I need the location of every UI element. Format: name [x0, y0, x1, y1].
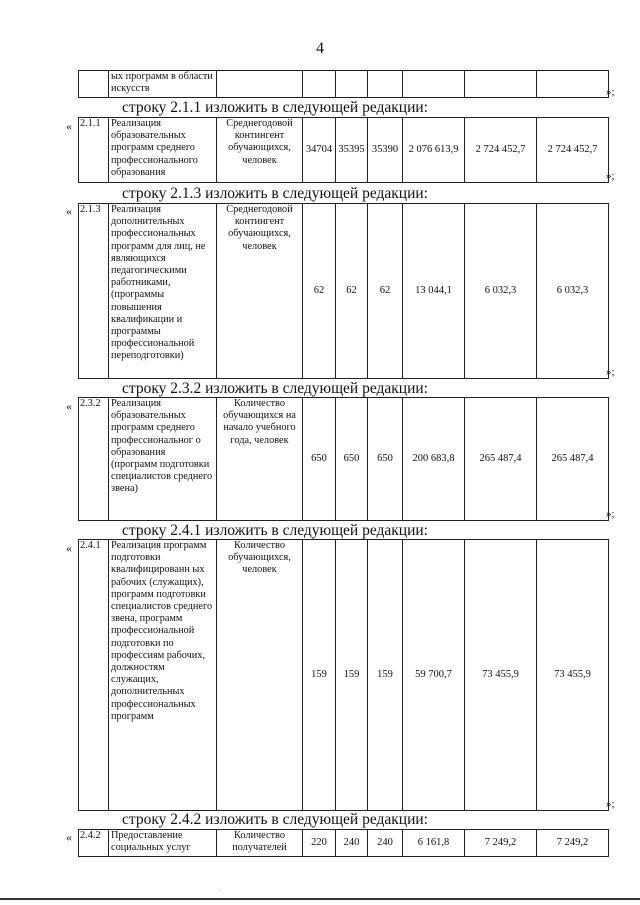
item-unit — [217, 71, 303, 98]
table-row-2-4-1 — [78, 539, 609, 811]
closing-quote: »; — [606, 366, 615, 378]
table-row-2-3-2 — [78, 397, 609, 521]
value-cell — [465, 71, 537, 98]
table-row-2-1-1 — [78, 117, 609, 183]
value-cell: 265 487,4 — [465, 398, 537, 521]
item-number: 2.1.3 — [79, 204, 109, 379]
item-number: 2.3.2 — [79, 398, 109, 521]
value-cell: 62 — [303, 204, 336, 379]
value-cell: 7 249,2 — [465, 830, 537, 857]
closing-quote: »; — [606, 798, 615, 810]
value-cell: 650 — [303, 398, 336, 521]
value-cell: 240 — [336, 830, 368, 857]
value-cell: 35395 — [336, 118, 368, 183]
value-cell: 73 455,9 — [465, 540, 537, 811]
item-unit: Среднегодовой контингент обучающихся, человек — [217, 118, 303, 183]
value-cell: 62 — [336, 204, 368, 379]
item-name: Предоставление социальных услуг — [109, 830, 217, 857]
opening-quote: « — [66, 119, 72, 133]
value-cell: 159 — [303, 540, 336, 811]
table-row — [79, 204, 609, 379]
item-number — [79, 71, 109, 98]
value-cell — [537, 71, 609, 98]
table-row — [79, 398, 609, 521]
table-row-2-4-2 — [78, 829, 609, 857]
item-unit: Количество получателей — [217, 830, 303, 857]
item-number: 2.4.1 — [79, 540, 109, 811]
value-cell: 6 161,8 — [403, 830, 465, 857]
item-number: 2.4.2 — [79, 830, 109, 857]
opening-quote: « — [66, 830, 72, 844]
value-cell: 59 700,7 — [403, 540, 465, 811]
value-cell: 159 — [336, 540, 368, 811]
value-cell — [368, 71, 403, 98]
value-cell — [303, 71, 336, 98]
opening-quote: « — [66, 541, 72, 555]
scan-mark: · — [218, 886, 221, 895]
item-number: 2.1.1 — [79, 118, 109, 183]
value-cell: 2 076 613,9 — [403, 118, 465, 183]
value-cell: 2 724 452,7 — [537, 118, 609, 183]
value-cell: 2 724 452,7 — [465, 118, 537, 183]
table-fragment-top — [78, 70, 609, 98]
section-heading: строку 2.4.1 изложить в следующей редакции: — [122, 522, 428, 539]
page-number: 4 — [316, 40, 324, 57]
item-name: Реализация программ подготовки квалифицированн ых рабочих (служащих), программ подготовки специалистов среднего звена, программ профессиональной подготовки по профессиям рабочих, должностям служащих, дополнительных профессиональных программ — [109, 540, 217, 811]
value-cell: 6 032,3 — [537, 204, 609, 379]
item-unit: Количество обучающихся на начало учебного года, человек — [217, 398, 303, 521]
value-cell — [336, 71, 368, 98]
table-row — [79, 118, 609, 183]
table-row — [79, 540, 609, 811]
item-name: Реализация образовательных программ среднего профессионального образования — [109, 118, 217, 183]
closing-quote: »; — [606, 86, 615, 98]
value-cell: 240 — [368, 830, 403, 857]
value-cell: 265 487,4 — [537, 398, 609, 521]
value-cell: 62 — [368, 204, 403, 379]
value-cell: 34704 — [303, 118, 336, 183]
value-cell: 650 — [368, 398, 403, 521]
item-name: ых программ в области искусств — [109, 71, 217, 98]
section-heading: строку 2.1.3 изложить в следующей редакции: — [122, 185, 428, 202]
item-unit: Количество обучающихся, человек — [217, 540, 303, 811]
value-cell: 220 — [303, 830, 336, 857]
value-cell: 7 249,2 — [537, 830, 609, 857]
value-cell: 13 044,1 — [403, 204, 465, 379]
section-heading: строку 2.4.2 изложить в следующей редакции: — [122, 811, 428, 828]
item-name: Реализация образовательных программ среднего профессиональног о образования (программ подготовки специалистов среднего звена) — [109, 398, 217, 521]
value-cell: 159 — [368, 540, 403, 811]
section-heading: строку 2.1.1 изложить в следующей редакции: — [122, 99, 428, 116]
value-cell: 200 683,8 — [403, 398, 465, 521]
closing-quote: »; — [606, 170, 615, 182]
value-cell: 6 032,3 — [465, 204, 537, 379]
value-cell: 73 455,9 — [537, 540, 609, 811]
opening-quote: « — [66, 204, 72, 218]
page-edge-line — [0, 898, 640, 900]
item-name: Реализация дополнительных профессиональных программ для лиц, не являющихся педагогическими работниками, (программы повышения квалификации и программы профессиональной переподготовки) — [109, 204, 217, 379]
value-cell — [403, 71, 465, 98]
value-cell: 650 — [336, 398, 368, 521]
section-heading: строку 2.3.2 изложить в следующей редакции: — [122, 380, 428, 397]
table-row — [79, 830, 609, 857]
table-row — [79, 71, 609, 98]
opening-quote: « — [66, 399, 72, 413]
table-row-2-1-3 — [78, 203, 609, 379]
value-cell: 35390 — [368, 118, 403, 183]
closing-quote: »; — [606, 508, 615, 520]
item-unit: Среднегодовой контингент обучающихся, человек — [217, 204, 303, 379]
